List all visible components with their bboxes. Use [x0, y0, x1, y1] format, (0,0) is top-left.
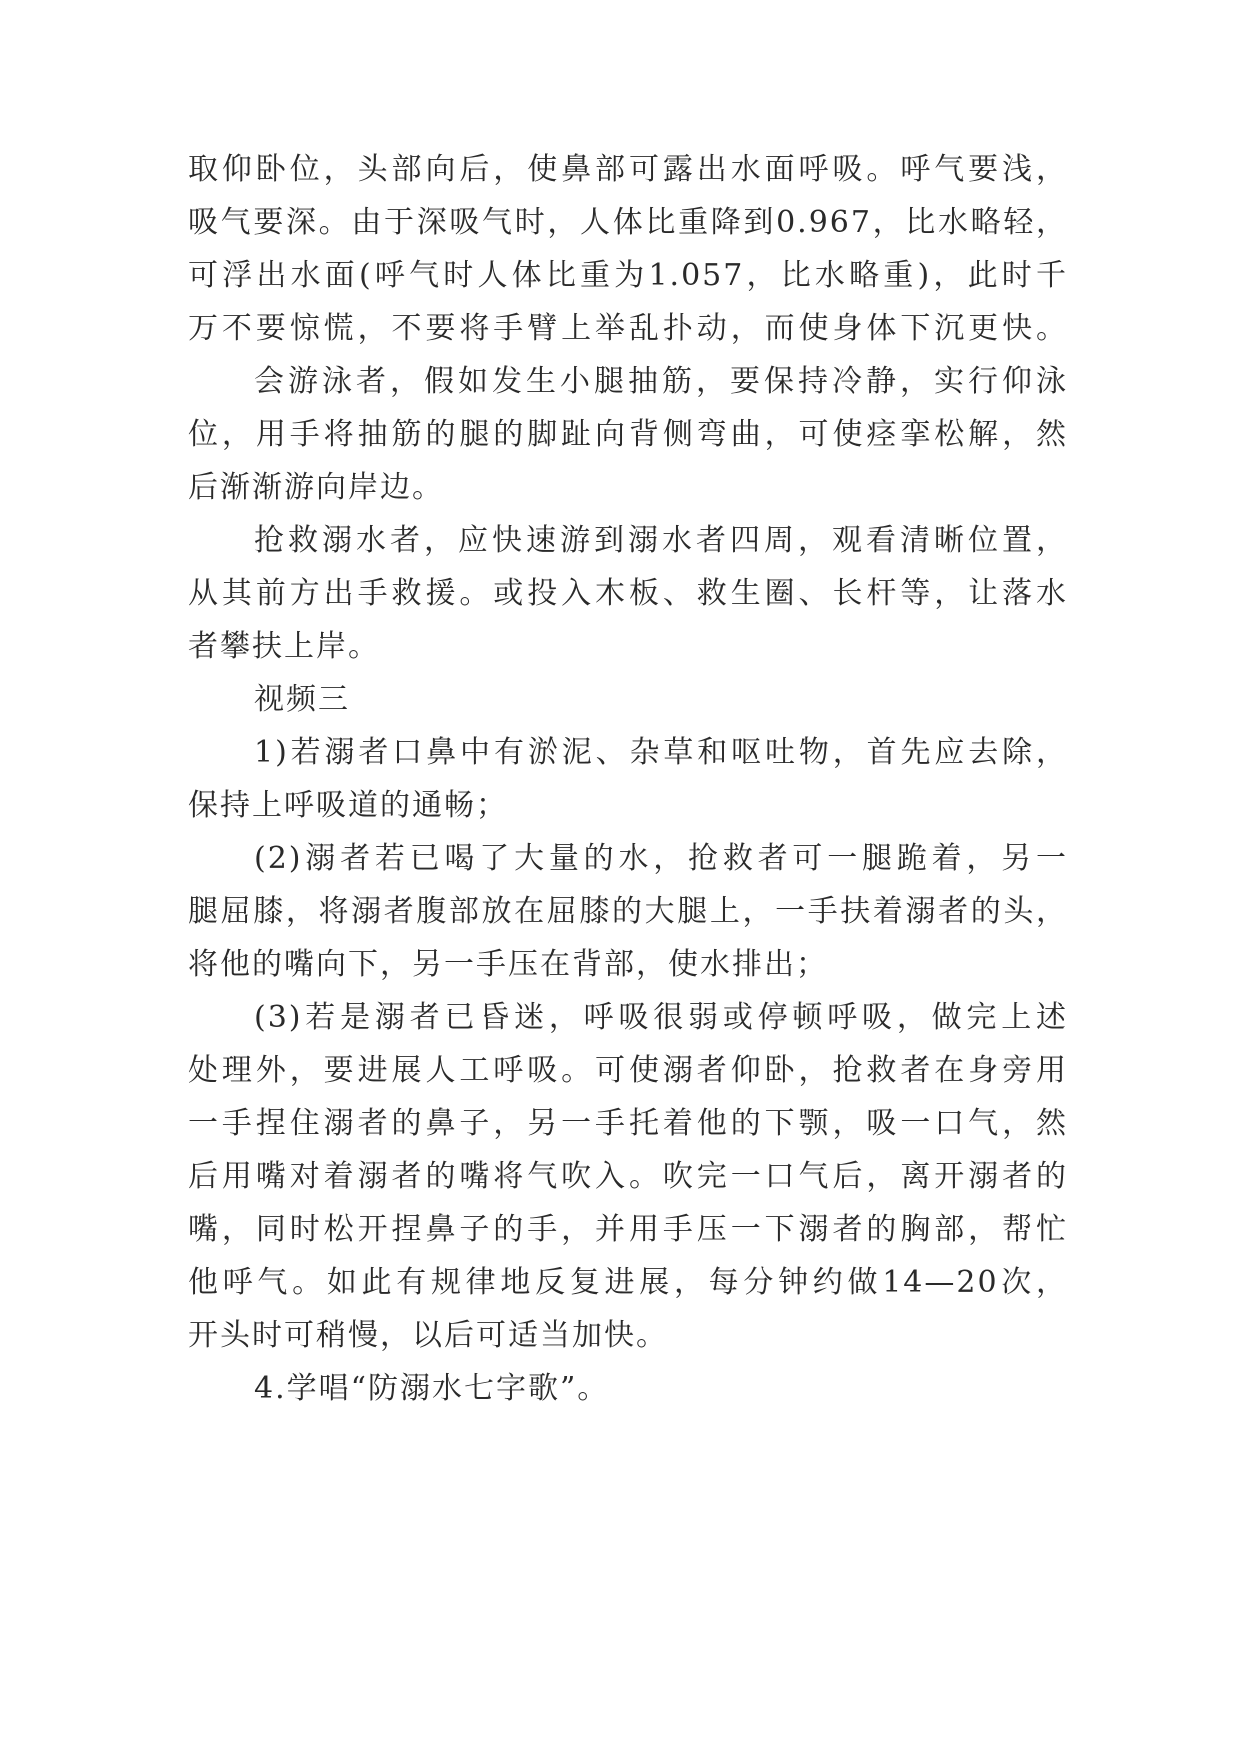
- text-line: 腿屈膝，将溺者腹部放在屈膝的大腿上，一手扶着溺者的头，: [188, 894, 1068, 929]
- text-line: 万不要惊慌，不要将手臂上举乱扑动，而使身体下沉更快。: [188, 311, 1068, 346]
- text-line: 从其前方出手救援。或投入木板、救生圈、长杆等，让落水: [188, 576, 1068, 611]
- text-line: 取仰卧位，头部向后，使鼻部可露出水面呼吸。呼气要浅，: [188, 152, 1068, 187]
- text-line: 1)若溺者口鼻中有淤泥、杂草和呕吐物，首先应去除，: [254, 735, 1068, 770]
- text-line: 4.学唱“防溺水七字歌”。: [254, 1371, 610, 1406]
- text-line: 后渐渐游向岸边。: [188, 470, 444, 505]
- text-line: 吸气要深。由于深吸气时，人体比重降到0.967，比水略轻，: [188, 205, 1068, 240]
- text-line: 会游泳者，假如发生小腿抽筋，要保持冷静，实行仰泳: [254, 364, 1068, 399]
- text-line: 可浮出水面(呼气时人体比重为1.057，比水略重)，此时千: [188, 258, 1068, 293]
- text-line: 将他的嘴向下，另一手压在背部，使水排出；: [188, 947, 828, 982]
- text-line: (3)若是溺者已昏迷，呼吸很弱或停顿呼吸，做完上述: [254, 1000, 1068, 1035]
- text-line: 处理外，要进展人工呼吸。可使溺者仰卧，抢救者在身旁用: [188, 1053, 1068, 1088]
- text-line: (2)溺者若已喝了大量的水，抢救者可一腿跪着，另一: [254, 841, 1068, 876]
- text-line: 他呼气。如此有规律地反复进展，每分钟约做14—20次，: [188, 1265, 1068, 1300]
- text-line: 保持上呼吸道的通畅；: [188, 788, 508, 823]
- section-heading: 视频三: [254, 682, 350, 717]
- text-line: 位，用手将抽筋的腿的脚趾向背侧弯曲，可使痉挛松解，然: [188, 417, 1068, 452]
- text-line: 开头时可稍慢，以后可适当加快。: [188, 1318, 668, 1353]
- text-line: 后用嘴对着溺者的嘴将气吹入。吹完一口气后，离开溺者的: [188, 1159, 1068, 1194]
- text-line: 抢救溺水者，应快速游到溺水者四周，观看清晰位置，: [254, 523, 1068, 558]
- text-line: 嘴，同时松开捏鼻子的手，并用手压一下溺者的胸部，帮忙: [188, 1212, 1068, 1247]
- text-line: 一手捏住溺者的鼻子，另一手托着他的下颚，吸一口气，然: [188, 1106, 1068, 1141]
- text-line: 者攀扶上岸。: [188, 629, 380, 664]
